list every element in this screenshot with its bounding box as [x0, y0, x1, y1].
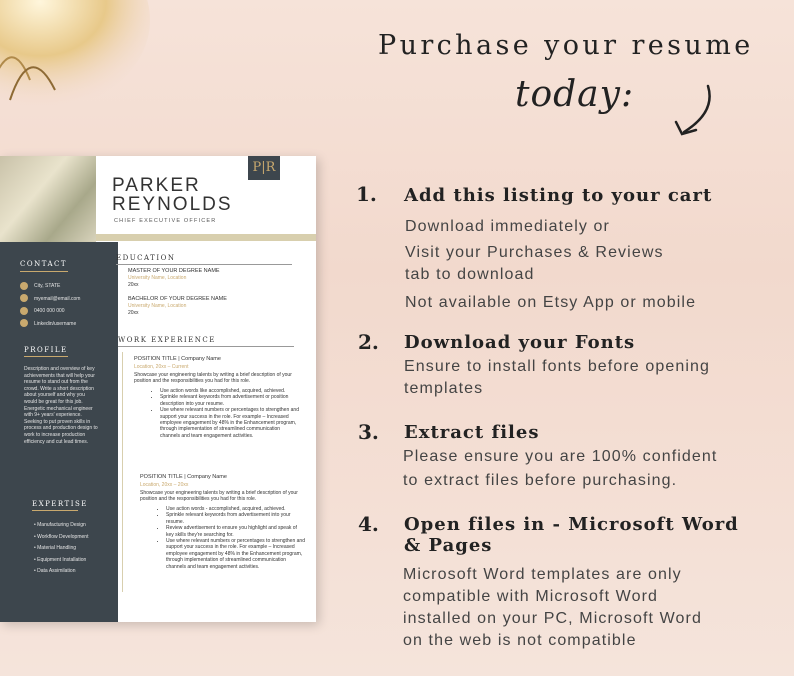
- step-3-title: Extract files: [404, 422, 540, 443]
- step-2-number: 2.: [358, 330, 379, 354]
- resume-sidebar: [0, 242, 118, 622]
- edu-degree: BACHELOR OF YOUR DEGREE NAME: [128, 296, 227, 302]
- step-2-title: Download your Fonts: [404, 332, 636, 353]
- headline-script: today:: [515, 74, 635, 115]
- edu-year: 20xx: [128, 310, 139, 316]
- step-4-title: Open files in - Microsoft Word & Pages: [404, 514, 739, 556]
- edu-year: 20xx: [128, 282, 139, 288]
- step-3-body: Please ensure you are 100% confident to extract files before purchasing.: [403, 448, 718, 489]
- work-heading: WORK EXPERIENCE: [118, 336, 216, 344]
- accent-bar: [96, 234, 316, 241]
- expertise-item: • Data Assimilation: [34, 568, 76, 574]
- expertise-heading: EXPERTISE: [32, 500, 88, 508]
- contact-item: City, STATE: [20, 280, 80, 293]
- resume-job-title: CHIEF EXECUTIVE OFFICER: [114, 218, 217, 224]
- job-position: POSITION TITLE | Company Name: [140, 474, 227, 480]
- monogram: P|R: [248, 156, 280, 180]
- job-dates: Location, 20xx – 20xx: [140, 482, 189, 488]
- job-bullets: • Use action words like accomplished, acquired, achieved. • Sprinkle relevant keywords from advertisement or position description into your resume. • Use where relevant numbers or percentages to strengthen and support your success in the role. For example – Increased employee engagement by 48% in the Enhancement program, through implementation of streamlined communication channels and team engagement activities.: [160, 388, 300, 439]
- step-1-number: 1.: [356, 182, 377, 206]
- expertise-item: • Workflow Development: [34, 533, 89, 540]
- resume-photo: [0, 156, 96, 242]
- arrow-down-icon: [670, 82, 720, 142]
- education-heading: EDUCATION: [116, 254, 176, 262]
- job-summary: Showcase your engineering talents by writing a brief description of your position and the responsibilities you had for this role.: [134, 372, 292, 385]
- headline: Purchase your resume: [378, 30, 754, 61]
- contact-list: [20, 280, 80, 330]
- contact-item: myemail@email.com: [20, 293, 80, 306]
- step-4-body: Microsoft Word templates are only compatible with Microsoft Word installed on your PC, Microsoft Word on the web is not compatible: [403, 566, 702, 649]
- edu-degree: MASTER OF YOUR DEGREE NAME: [128, 268, 220, 274]
- job-position: POSITION TITLE | Company Name: [134, 356, 221, 362]
- job-summary: Showcase your engineering talents by writing a brief description of your position and the responsibilities you had for this role.: [140, 490, 298, 503]
- profile-heading: PROFILE: [24, 346, 68, 354]
- step-3-number: 3.: [358, 420, 379, 444]
- step-4-number: 4.: [358, 512, 379, 536]
- lamp-decoration: [0, 0, 170, 120]
- expertise-list: [34, 520, 88, 578]
- edu-school: University Name, Location: [128, 303, 187, 309]
- expertise-item: • Equipment Installation: [34, 556, 87, 563]
- edu-school: University Name, Location: [128, 275, 187, 281]
- resume-name: PARKER REYNOLDS: [112, 175, 233, 215]
- resume-preview: [0, 156, 316, 622]
- contact-heading: CONTACT: [20, 260, 68, 268]
- profile-text: Description and overview of key achievements that will help your resume to stand out from the crowd. Write a short description about yourself and why you would be great for this job. Energetic mechanical engineer with 9+ years' experience. Seeking to put proven skills in process and production design to work to increase production efficiency and cut lead times.: [24, 366, 98, 445]
- step-1-body: Download immediately or Visit your Purchases & Reviews tab to download Not available on Etsy App or mobile: [405, 218, 697, 311]
- step-1-title: Add this listing to your cart: [404, 185, 713, 206]
- contact-item: 0400 000 000: [20, 305, 80, 318]
- contact-item: Linkedin/username: [20, 318, 80, 331]
- job-bullets: • Use action words - accomplished, acquired, achieved. • Sprinkle relevant keywords from advertisement into your resume. • Review advertisement to ensure you highlight and speak of key skills they're searching for. • Use where relevant numbers or percentages to strengthen and support your success in the role. For example – Increased employee engagement by 48% in the Enhancement program, through implementation of streamlined communication channels and team engagement activities.: [166, 506, 306, 570]
- expertise-item: • Manufacturing Design: [34, 522, 86, 528]
- step-2-body: Ensure to install fonts before opening templates: [404, 358, 710, 397]
- expertise-item: • Material Handling: [34, 545, 77, 551]
- job-dates: Location, 20xx – Current: [134, 364, 189, 370]
